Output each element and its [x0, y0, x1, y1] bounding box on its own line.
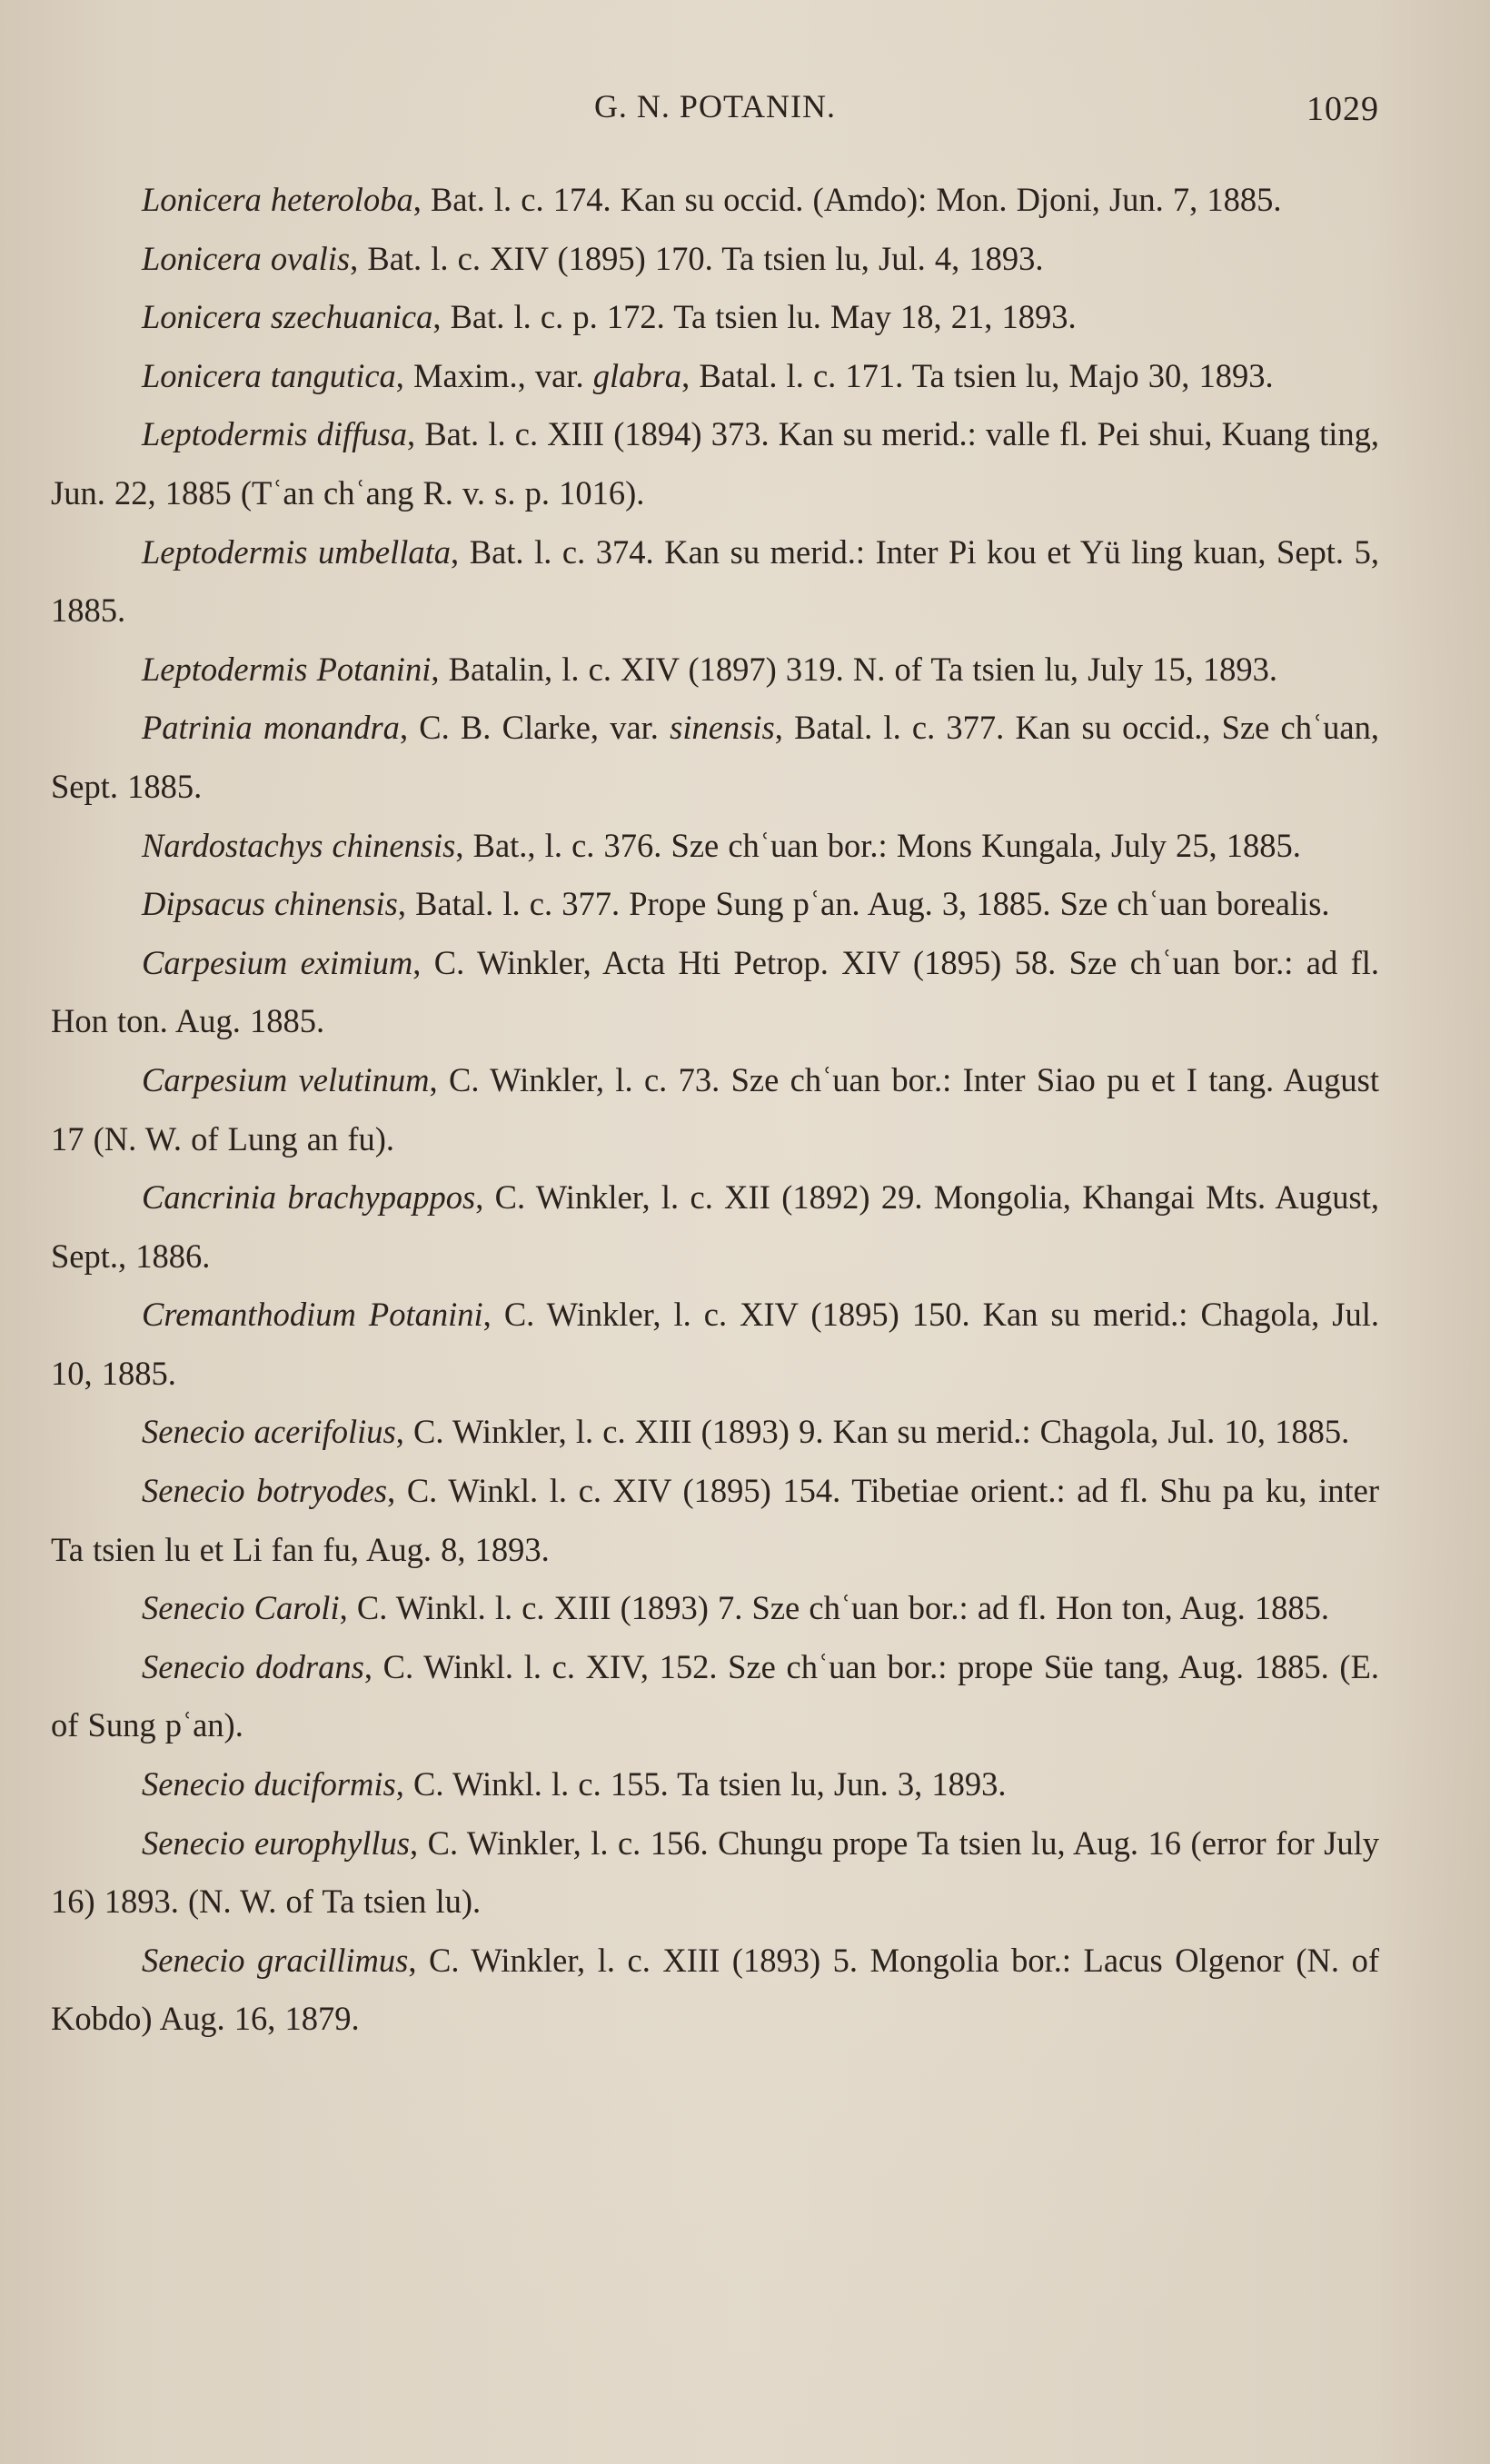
- species-entry: [51, 1579, 1379, 1638]
- entry-citation: , C. Winkl. l. c. 155. Ta tsien lu, Jun. 3, 1893.: [395, 1765, 1007, 1803]
- taxon-name: Senecio botryodes: [142, 1472, 388, 1510]
- species-entry: [51, 230, 1379, 289]
- taxon-name: Lonicera tangutica: [142, 356, 396, 394]
- entry-citation: , Bat., l. c. 376. Sze chʿuan bor.: Mons Kungala, July 25, 1885.: [455, 826, 1301, 864]
- page-number: 1029: [1306, 90, 1379, 128]
- entry-citation: , C. Winkler, l. c. 73. Sze chʿuan bor.: Inter Siao pu et I tang. August 17 (N. W. of Lung an fu).: [51, 1060, 1379, 1157]
- entry-citation: , C. Winkler, l. c. 156. Chungu prope Ta tsien lu, Aug. 16 (error for July 16) 1893. (N. W. of Ta tsien lu).: [51, 1823, 1380, 1921]
- species-list: [51, 171, 1379, 2049]
- entry-citation: , C. Winkl. l. c. XIV (1895) 154. Tibetiae orient.: ad fl. Shu pa ku, inter Ta tsien lu et Li fan fu, Aug. 8, 1893.: [51, 1472, 1379, 1568]
- species-entry: [51, 641, 1379, 700]
- species-entry: [51, 523, 1379, 641]
- entry-citation-continued: , Batal. l. c. 171. Ta tsien lu, Majo 30, 1893.: [681, 356, 1274, 394]
- entry-citation: , Batal. l. c. 377. Prope Sung pʿan. Aug. 3, 1885. Sze chʿuan borealis.: [397, 885, 1330, 923]
- species-entry: [51, 817, 1379, 876]
- entry-citation: , C. Winkl. l. c. XIV, 152. Sze chʿuan bor.: prope Süe tang, Aug. 1885. (E. of Sung pʿan).: [51, 1647, 1380, 1744]
- entry-citation: , Bat. l. c. 174. Kan su occid. (Amdo): Mon. Djoni, Jun. 7, 1885.: [412, 181, 1282, 218]
- taxon-name: Dipsacus chinensis: [142, 885, 398, 923]
- species-entry: [51, 1462, 1379, 1579]
- taxon-name: Lonicera heteroloba: [142, 181, 413, 218]
- entry-citation: , Bat. l. c. XIII (1894) 373. Kan su merid.: valle fl. Pei shui, Kuang ting, Jun. 22, 1885 (Tʿan chʿang R. v. s. p. 1016).: [51, 415, 1379, 512]
- taxon-name: Leptodermis Potanini: [142, 650, 432, 688]
- taxon-name: Senecio gracillimus: [142, 1941, 409, 1979]
- variety-name: sinensis: [670, 709, 775, 747]
- entry-citation: , C. Winkler, Acta Hti Petrop. XIV (1895) 58. Sze chʿuan bor.: ad fl. Hon ton. Aug. 1885.: [51, 943, 1380, 1040]
- taxon-name: Lonicera ovalis: [142, 239, 351, 277]
- species-entry: [51, 875, 1379, 934]
- entry-citation: , Bat. l. c. p. 172. Ta tsien lu. May 18, 21, 1893.: [432, 298, 1077, 336]
- species-entry: [51, 347, 1379, 406]
- entry-citation: , Maxim., var.: [395, 356, 593, 394]
- taxon-name: Nardostachys chinensis: [142, 826, 456, 864]
- entry-citation: , Batalin, l. c. XIV (1897) 319. N. of Ta tsien lu, July 15, 1893.: [431, 650, 1277, 688]
- taxon-name: Leptodermis umbellata: [142, 532, 452, 571]
- taxon-name: Lonicera szechuanica: [142, 298, 433, 336]
- species-entry: [51, 1051, 1379, 1168]
- entry-citation: , Bat. l. c. XIV (1895) 170. Ta tsien lu, Jul. 4, 1893.: [350, 239, 1044, 277]
- taxon-name: Senecio acerifolius: [142, 1413, 396, 1451]
- entry-citation: , C. Winkler, l. c. XII (1892) 29. Mongolia, Khangai Mts. August, Sept., 1886.: [51, 1178, 1380, 1275]
- species-entry: [51, 934, 1379, 1051]
- taxon-name: Senecio duciformis: [142, 1765, 396, 1803]
- entry-citation-continued: , Batal. l. c. 377. Kan su occid., Sze chʿuan, Sept. 1885.: [51, 709, 1379, 805]
- entry-citation: , C. Winkler, l. c. XIII (1893) 5. Mongolia bor.: Lacus Olgenor (N. of Kobdo) Aug. 16, 1879.: [51, 1941, 1379, 2038]
- taxon-name: Carpesium eximium: [142, 943, 413, 981]
- variety-name: glabra: [592, 356, 682, 394]
- species-entry: [51, 1932, 1379, 2049]
- taxon-name: Carpesium velutinum: [142, 1060, 430, 1098]
- taxon-name: Leptodermis diffusa: [142, 415, 408, 453]
- taxon-name: Patrinia monandra: [142, 709, 400, 747]
- entry-citation: , C. Winkl. l. c. XIII (1893) 7. Sze chʿuan bor.: ad fl. Hon ton, Aug. 1885.: [339, 1589, 1330, 1627]
- running-head: G. N. POTANIN.: [593, 88, 837, 124]
- taxon-name: Senecio dodrans: [142, 1647, 364, 1685]
- species-entry: [51, 1168, 1379, 1286]
- taxon-name: Senecio europhyllus: [142, 1823, 410, 1862]
- entry-citation: , C. Winkler, l. c. XIII (1893) 9. Kan su merid.: Chagola, Jul. 10, 1885.: [395, 1413, 1350, 1451]
- species-entry: [51, 1814, 1379, 1932]
- entry-citation: , C. Winkler, l. c. XIV (1895) 150. Kan su merid.: Chagola, Jul. 10, 1885.: [51, 1296, 1379, 1392]
- species-entry: [51, 1403, 1379, 1462]
- taxon-name: Cremanthodium Potanini: [142, 1296, 483, 1334]
- species-entry: [51, 699, 1379, 816]
- species-entry: [51, 1755, 1379, 1814]
- species-entry: [51, 288, 1379, 347]
- taxon-name: Senecio Caroli: [142, 1589, 340, 1627]
- entry-citation: , Bat. l. c. 374. Kan su merid.: Inter Pi kou et Yü ling kuan, Sept. 5, 1885.: [51, 532, 1379, 630]
- species-entry: [51, 171, 1379, 230]
- entry-citation: , C. B. Clarke, var.: [399, 709, 670, 747]
- species-entry: [51, 1286, 1379, 1403]
- species-entry: [51, 405, 1379, 522]
- page-header: [51, 87, 1379, 142]
- species-entry: [51, 1638, 1379, 1755]
- taxon-name: Cancrinia brachypappos: [142, 1178, 476, 1217]
